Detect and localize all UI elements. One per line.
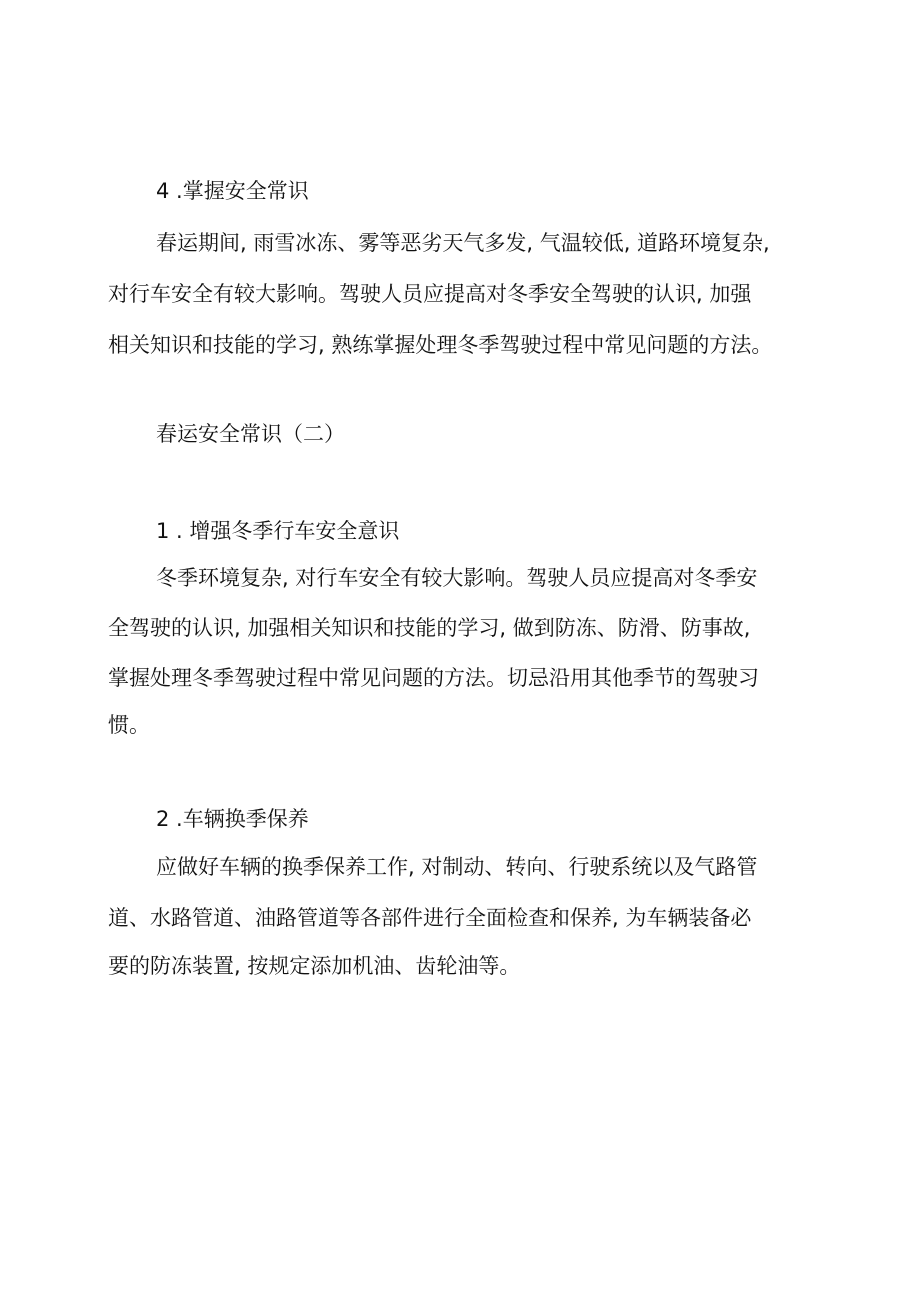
section-title: 春运安全常识（二） <box>156 422 345 446</box>
paragraph-line: 冬季环境复杂, 对行车安全有较大影响。驾驶人员应提高对冬季安 <box>156 566 758 590</box>
paragraph-line: 应做好车辆的换季保养工作, 对制动、转向、行驶系统以及气路管 <box>156 855 758 879</box>
paragraph-line: 掌握处理冬季驾驶过程中常见问题的方法。切忌沿用其他季节的驾驶习 <box>108 666 759 690</box>
paragraph-line: 要的防冻装置, 按规定添加机油、齿轮油等。 <box>108 954 521 978</box>
paragraph-line: 春运期间, 雨雪冰冻、雾等恶劣天气多发, 气温较低, 道路环境复杂, <box>156 231 770 255</box>
paragraph-line: 惯。 <box>108 713 150 737</box>
section-heading-1: 1 . 增强冬季行车安全意识 <box>156 519 400 543</box>
section-heading-2: 2 .车辆换季保养 <box>156 807 309 831</box>
paragraph-line: 对行车安全有较大影响。驾驶人员应提高对冬季安全驾驶的认识, 加强 <box>108 282 752 306</box>
paragraph-line: 相关知识和技能的学习, 熟练掌握处理冬季驾驶过程中常见问题的方法。 <box>108 333 773 357</box>
section-heading-4: 4 .掌握安全常识 <box>156 179 309 203</box>
paragraph-line: 全驾驶的认识, 加强相关知识和技能的学习, 做到防冻、防滑、防事故, <box>108 616 751 640</box>
paragraph-line: 道、水路管道、油路管道等各部件进行全面检查和保养, 为车辆装备必 <box>108 906 752 930</box>
